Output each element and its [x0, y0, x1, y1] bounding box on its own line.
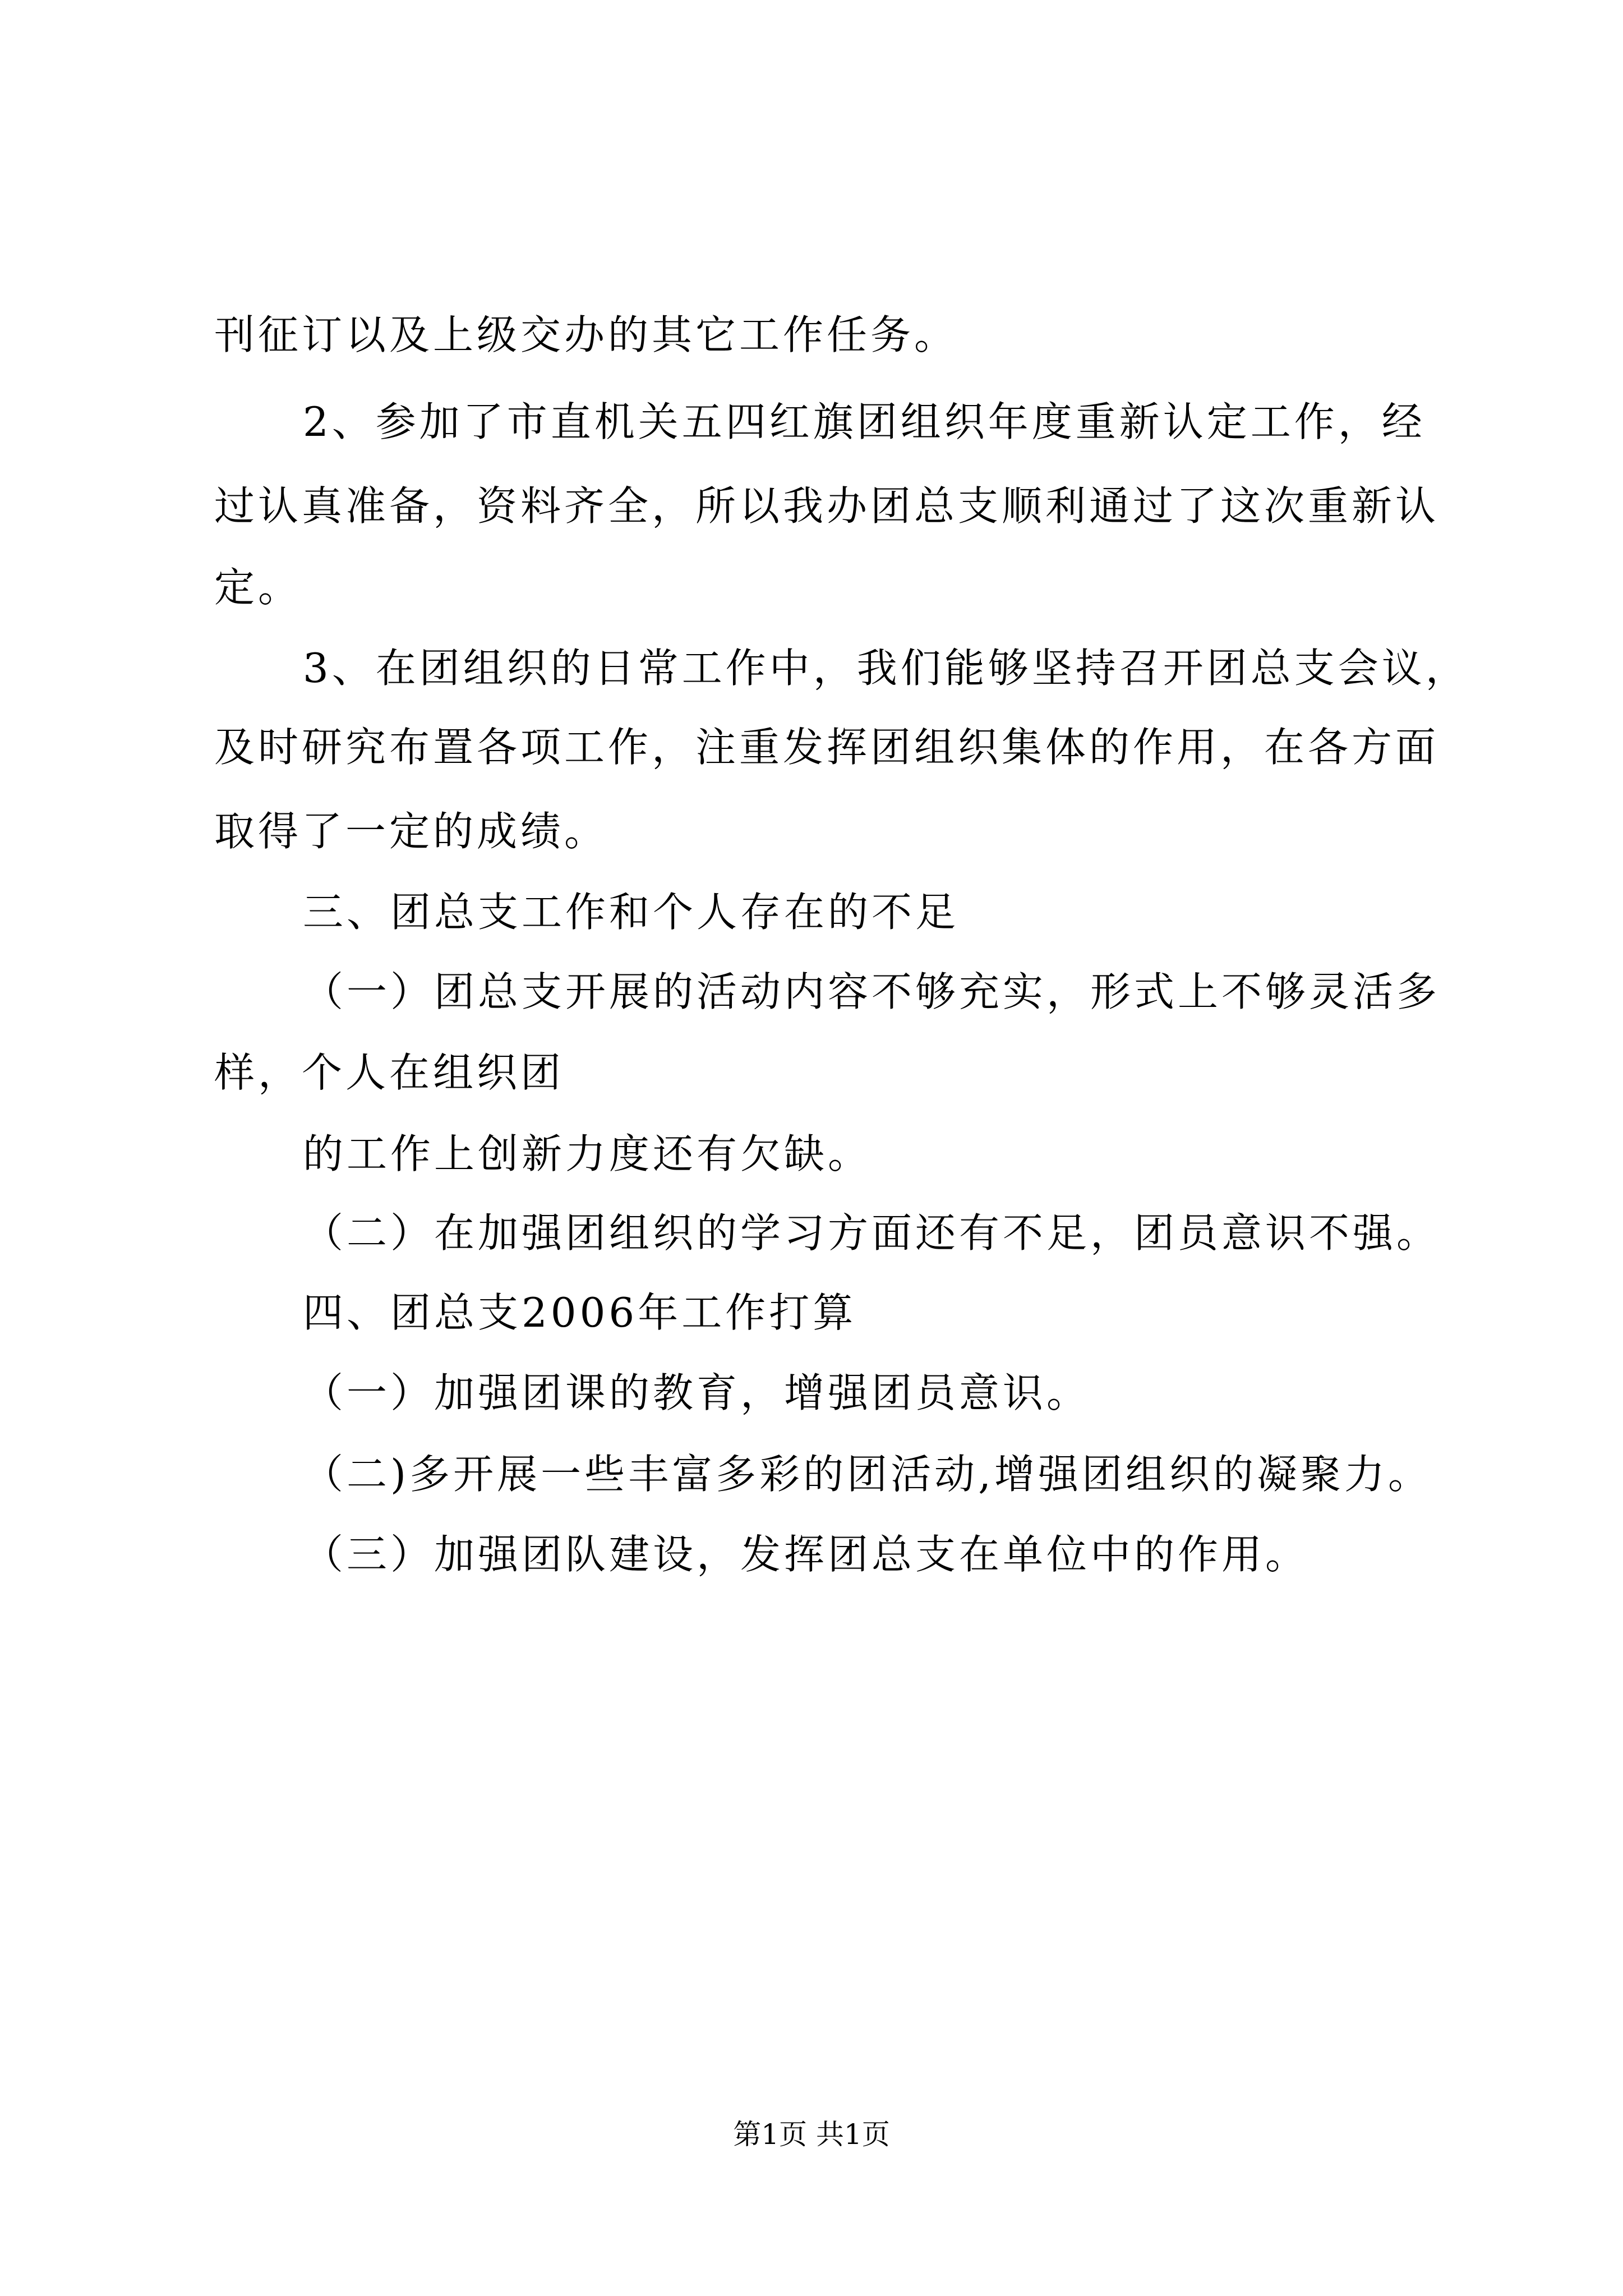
text-line: 3、在团组织的日常工作中，我们能够坚持召开团总支会议，	[303, 645, 1469, 692]
text-line: 2、参加了市直机关五四红旗团组织年度重新认定工作，经	[303, 398, 1426, 445]
text-line: 及时研究布置各项工作，注重发挥团组织集体的作用，在各方面	[214, 724, 1440, 771]
section-heading: 三、团总支工作和个人存在的不足	[303, 889, 960, 936]
text-line: 样，个人在组织团	[214, 1049, 565, 1096]
text-line: 过认真准备，资料齐全，所以我办团总支顺利通过了这次重新认	[214, 482, 1440, 530]
text-line: （二)多开展一些丰富多彩的团活动,增强团组织的凝聚力。	[303, 1451, 1432, 1498]
text-line: （一）加强团课的教育，增强团员意识。	[303, 1369, 1091, 1416]
text-line: 的工作上创新力度还有欠缺。	[303, 1130, 872, 1177]
page-footer: 第1页 共1页	[733, 2118, 890, 2151]
text-line: 取得了一定的成绩。	[214, 808, 608, 855]
section-heading: 四、团总支2006年工作打算	[303, 1289, 857, 1336]
text-line: 定。	[214, 564, 302, 611]
text-line: 刊征订以及上级交办的其它工作任务。	[214, 311, 958, 358]
text-line: （二）在加强团组织的学习方面还有不足，团员意识不强。	[303, 1209, 1441, 1257]
text-line: （一）团总支开展的活动内容不够充实，形式上不够灵活多	[303, 968, 1441, 1015]
text-line: （三）加强团队建设，发挥团总支在单位中的作用。	[303, 1531, 1310, 1578]
